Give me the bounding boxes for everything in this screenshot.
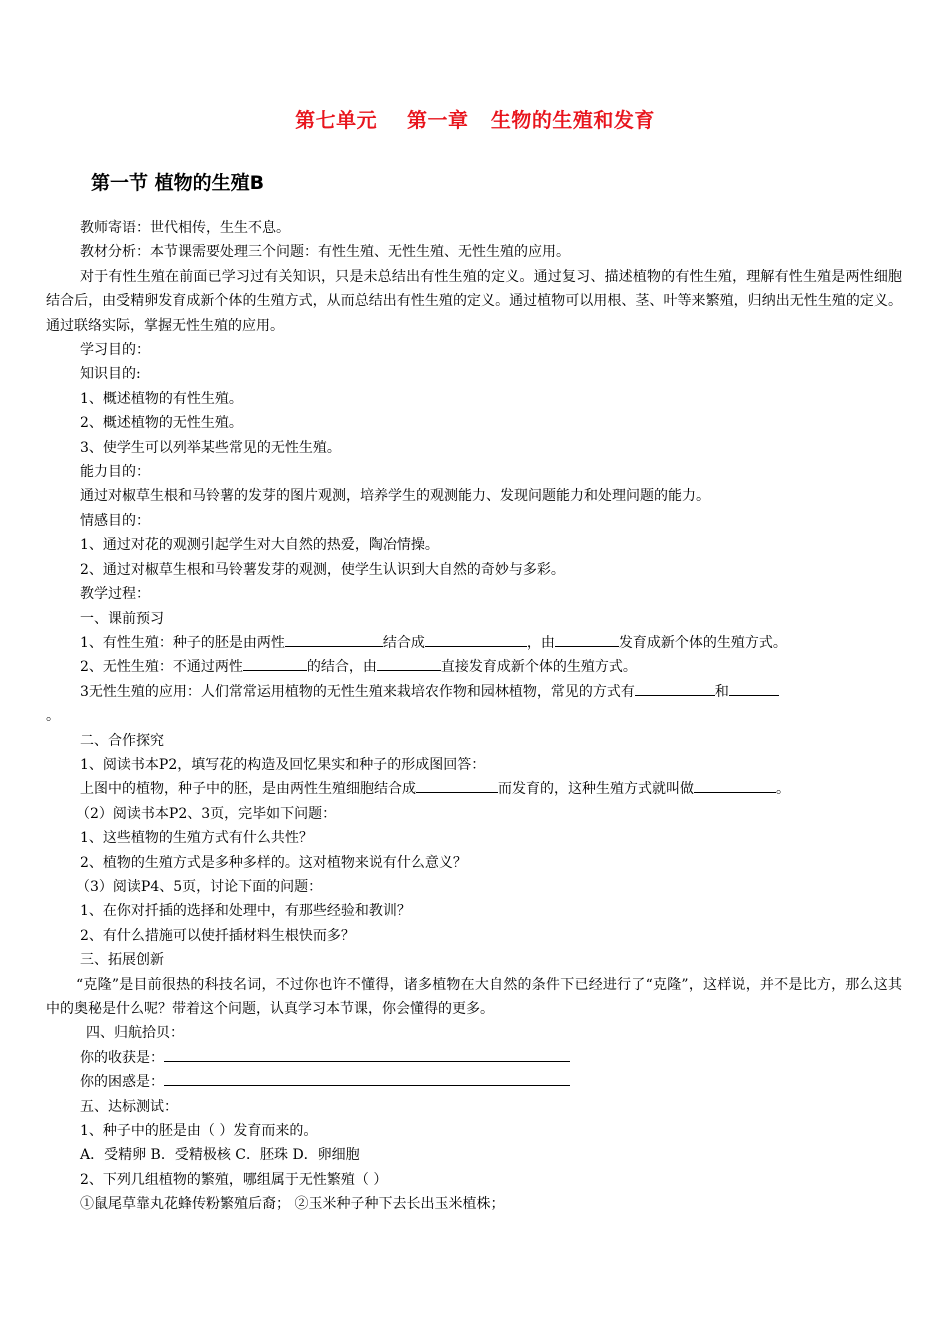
fill-blank[interactable] [285,632,383,647]
answer-line[interactable] [164,1071,570,1086]
coop-item-7: 1、在你对扦插的选择和处理中，有那些经验和教训？ [80,903,411,920]
knowledge-goal-2: 2、概述植物的无性生殖。 [80,415,243,432]
ability-heading: 能力目的： [80,464,150,481]
test-question-1-options: A．受精卵 B．受精极核 C．胚珠 D．卵细胞 [80,1147,360,1164]
knowledge-goal-1: 1、概述植物的有性生殖。 [80,390,243,407]
preview-question-1: 1、有性生殖：种子的胚是由两性 结合成 ，由 发育成新个体的生殖方式。 [46,631,902,655]
coop-item-1: 1、阅读书本P2，填写花的构造及回忆果实和种子的形成图回答： [80,756,486,773]
fill-blank[interactable] [416,778,498,793]
fill-blank[interactable] [425,632,527,647]
knowledge-heading: 知识目的: [80,366,141,383]
coop-item-6: （3）阅读P4、5页，讨论下面的问题： [76,878,323,895]
test-question-1: 1、种子中的胚是由（ ）发育而来的。 [80,1123,318,1140]
fill-blank[interactable] [377,656,441,671]
emotion-goal-2: 2、通过对椒草生根和马铃薯发芽的观测，使学生认识到大自然的奇妙与多彩。 [80,561,565,578]
test-question-2: 2、下列几组植物的繁殖，哪组属于无性繁殖（ ） [80,1171,388,1188]
fill-blank[interactable] [243,656,307,671]
section-title: 第一节 植物的生殖B [91,172,265,194]
fill-blank[interactable] [555,632,619,647]
fill-blank[interactable] [694,778,776,793]
coop-item-4: 1、这些植物的生殖方式有什么共性？ [80,830,313,847]
process-heading: 教学过程： [80,586,150,603]
expand-heading: 三、拓展创新 [80,952,164,969]
material-analysis: 教材分析：本节课需要处理三个问题：有性生殖、无性生殖、无性生殖的应用。 [80,244,570,261]
ability-text: 通过对椒草生根和马铃薯的发芽的图片观测，培养学生的观测能力、发现问题能力和处理问题的能力。 [80,488,710,505]
emotion-goal-1: 1、通过对花的观测引起学生对大自然的热爱，陶冶情操。 [80,537,439,554]
fill-blank[interactable] [635,681,715,696]
fill-blank[interactable] [729,681,779,696]
knowledge-goal-3: 3、使学生可以列举某些常见的无性生殖。 [80,439,341,456]
chapter-title: 第七单元 第一章 生物的生殖和发育 [295,108,655,132]
test-question-2-items: ①鼠尾草靠丸花蜂传粉繁殖后裔； ②玉米种子种下去长出玉米植株； [80,1196,505,1213]
preview-question-2: 2、无性生殖：不通过两性 的结合，由 直接发育成新个体的生殖方式。 [46,655,902,679]
coop-item-8: 2、有什么措施可以使扦插材料生根快而多？ [80,927,355,944]
goals-heading: 学习目的： [80,342,150,359]
coop-item-2: 上图中的植物，种子中的胚，是由两性生殖细胞结合成 而发育的，这种生殖方式就叫做 。 [46,777,902,801]
coop-item-5: 2、植物的生殖方式是多种多样的。这对植物来说有什么意义？ [80,854,467,871]
document-body [46,216,902,1217]
review-heading: 四、归航拾贝： [86,1025,184,1042]
test-heading: 五、达标测试： [80,1098,178,1115]
analysis-paragraph: 对于有性生殖在前面已学习过有关知识，只是未总结出有性生殖的定义。通过复习、描述植物的有性生殖，理解有性生殖是两性细胞结合后，由受精卵发育成新个体的生殖方式，从而总结出有性生殖的定义。通过植物可以用根、茎、叶等来繁殖，归纳出无性生殖的定义。通过联络实际，掌握无性生殖的应用。 [46,268,902,334]
teacher-words: 教师寄语：世代相传，生生不息。 [80,220,290,236]
coop-item-3: （2）阅读书本P2、3页，完毕如下问题： [76,805,337,822]
preview-question-3-end: 。 [46,708,60,725]
preview-heading: 一、课前预习 [80,610,164,627]
coop-heading: 二、合作探究 [80,732,164,749]
emotion-heading: 情感目的： [80,512,150,529]
answer-line[interactable] [164,1047,570,1062]
expand-paragraph: “克隆”是目前很热的科技名词，不过你也许不懂得，诸多植物在大自然的条件下已经进行了“克隆”，这样说，并不是比方，那么这其中的奥秘是什么呢？带着这个问题，认真学习本节课，你会懂得的更多。 [46,976,902,1017]
confuse-line: 你的困惑是： [46,1070,902,1094]
preview-question-3: 3无性生殖的应用：人们常常运用植物的无性生殖来栽培农作物和园林植物，常见的方式有 和 [46,680,902,704]
gain-line: 你的收获是： [46,1046,902,1070]
